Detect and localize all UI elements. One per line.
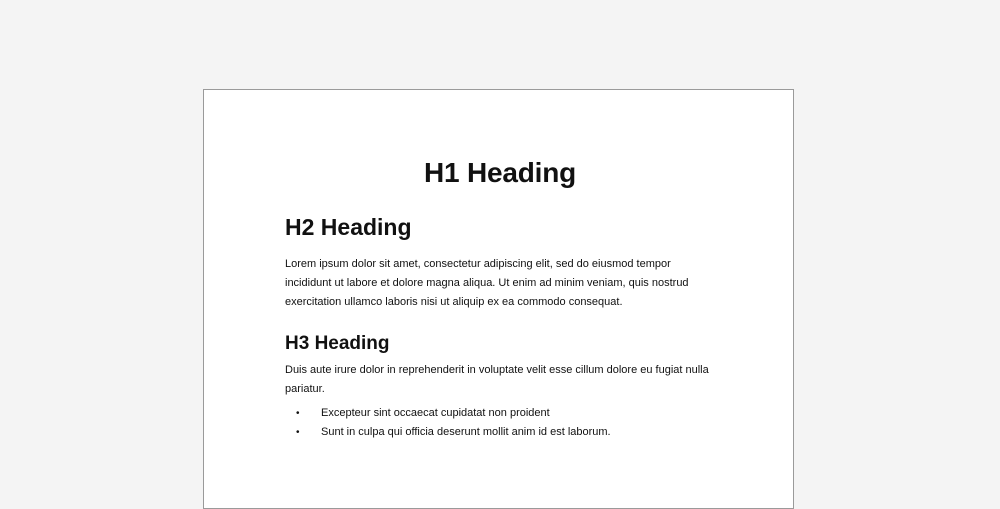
list-item: [285, 423, 715, 442]
h2-heading: H2 Heading: [285, 214, 412, 240]
list-item: [285, 404, 715, 423]
bullet-icon: •: [296, 427, 300, 438]
bullet-icon: •: [296, 408, 300, 419]
list-item-text: Sunt in culpa qui officia deserunt mollit anim id est laborum.: [321, 426, 611, 438]
paragraph-2: Duis aute irure dolor in reprehenderit in voluptate velit esse cillum dolore eu fugiat nulla pariatur.: [285, 364, 709, 395]
paragraph-1: Lorem ipsum dolor sit amet, consectetur adipiscing elit, sed do eiusmod tempor incididunt ut labore et dolore magna aliqua. Ut enim ad minim veniam, quis nostrud exercitation ullamco laboris nisi ut aliquip ex ea commodo consequat.: [285, 258, 689, 308]
document-page: [203, 89, 794, 509]
list-item-text: Excepteur sint occaecat cupidatat non proident: [321, 407, 550, 419]
bullet-list: [285, 404, 715, 442]
h3-heading: H3 Heading: [285, 333, 390, 354]
h1-heading: H1 Heading: [423, 157, 577, 188]
